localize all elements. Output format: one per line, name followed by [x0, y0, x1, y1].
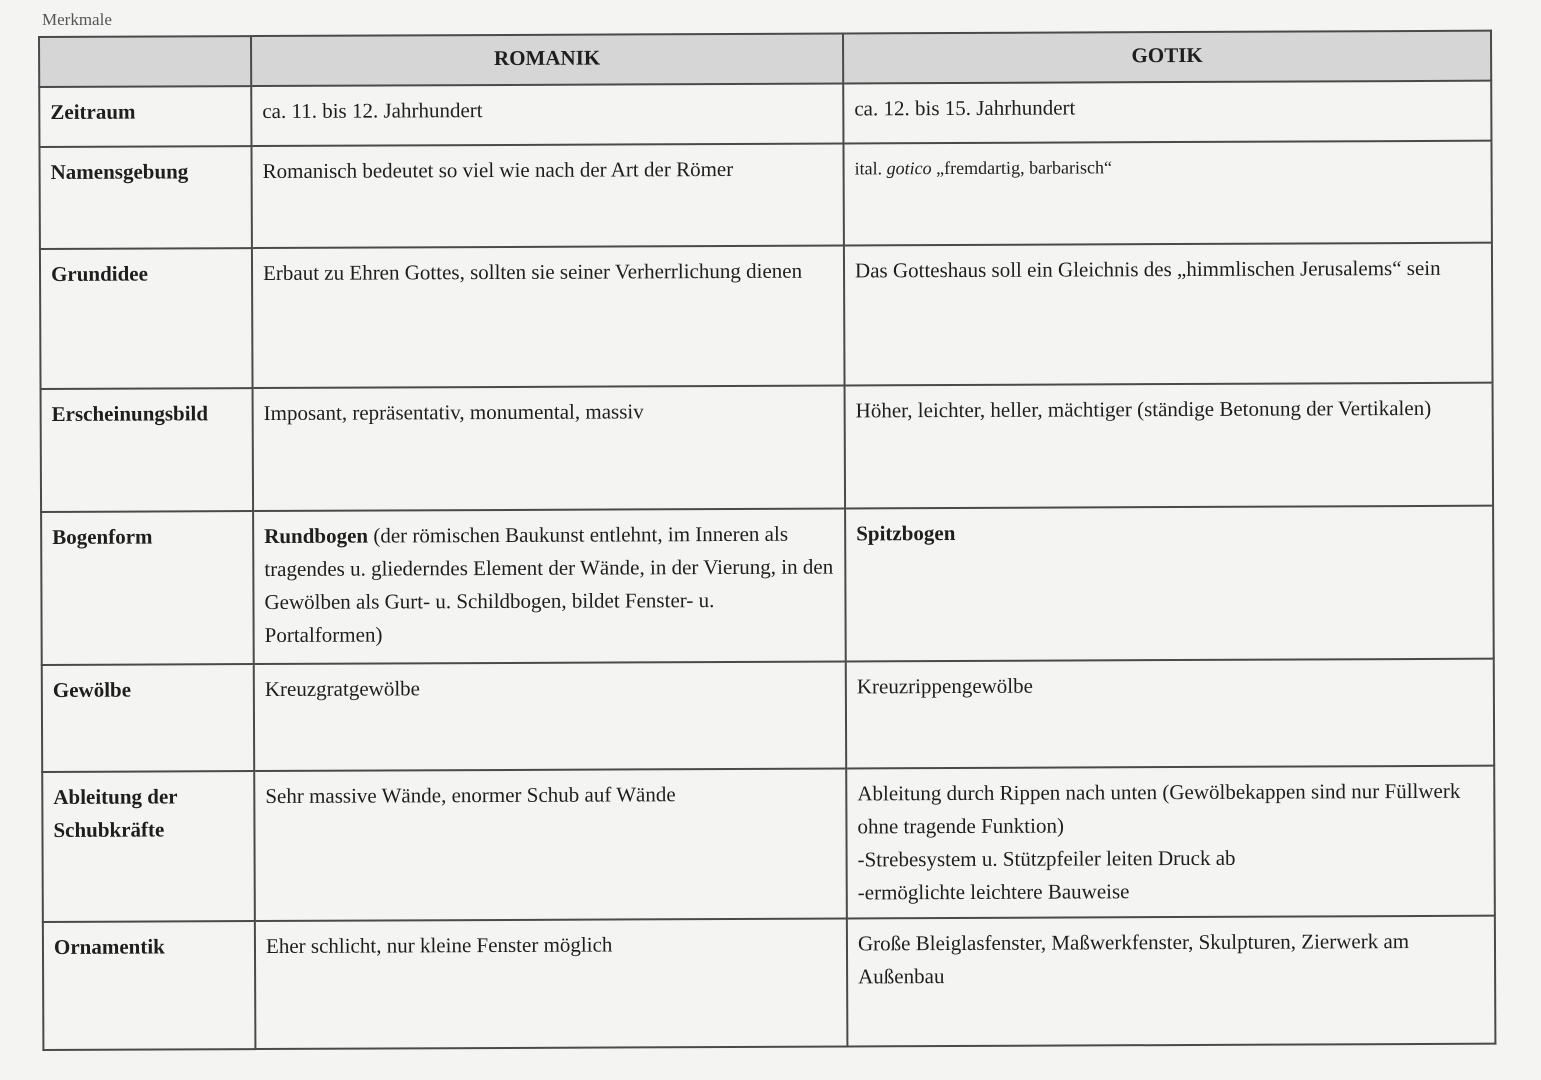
- text-line: -Strebesystem u. Stützpfeiler leiten Druck ab: [857, 845, 1236, 872]
- row-label: Zeitraum: [39, 86, 251, 147]
- gotik-cell: Höher, leichter, heller, mächtiger (ständige Betonung der Vertikalen): [845, 383, 1494, 509]
- row-label: Grundidee: [40, 248, 253, 389]
- gotik-cell: [845, 506, 1494, 662]
- bold-term: Rundbogen: [264, 523, 369, 549]
- table-row: [41, 506, 1494, 665]
- table-row: [40, 243, 1493, 389]
- table-row: [42, 659, 1494, 772]
- text: „fremdartig, barbarisch“: [931, 157, 1113, 179]
- table-row: [39, 81, 1491, 147]
- caption: Merkmale: [42, 10, 112, 29]
- romanik-cell: Erbaut zu Ehren Gottes, sollten sie seiner Verherrlichung dienen: [252, 245, 845, 388]
- table-row: [42, 766, 1495, 922]
- header-empty: [39, 36, 251, 87]
- gotik-cell: [846, 766, 1495, 919]
- text-line: Ableitung durch Rippen nach unten (Gewölbekappen sind nur Füllwerk ohne tragende Funktion): [857, 778, 1461, 839]
- bold-term: Spitzbogen: [856, 521, 956, 546]
- gotik-cell: [843, 141, 1491, 246]
- row-label: Ornamentik: [43, 921, 256, 1050]
- text: (der römischen Baukunst entlehnt, im Inneren als tragendes u. gliederndes Element der Wände, in der Vierung, in den Gewölben als Gurt- u. Schildbogen, bildet Fenster- u. Portalformen): [264, 521, 834, 648]
- gotik-cell: ca. 12. bis 15. Jahrhundert: [843, 81, 1491, 144]
- header-romanik: ROMANIK: [251, 33, 843, 86]
- header-row: [39, 31, 1491, 87]
- gotik-cell: Das Gotteshaus soll ein Gleichnis des „himmlischen Jerusalems“ sein: [844, 243, 1493, 386]
- header-gotik: GOTIK: [843, 31, 1491, 84]
- row-label: Namensgebung: [39, 146, 251, 249]
- italic-term: gotico: [886, 158, 932, 179]
- text: ital.: [854, 158, 887, 179]
- table-row: [43, 916, 1496, 1050]
- table-row: [41, 383, 1494, 512]
- romanik-cell: ca. 11. bis 12. Jahrhundert: [251, 83, 843, 146]
- romanik-cell: Eher schlicht, nur kleine Fenster möglich: [255, 918, 848, 1049]
- row-label: Gewölbe: [42, 664, 254, 772]
- row-label: Erscheinungsbild: [41, 388, 254, 512]
- table-row: [39, 141, 1491, 249]
- romanik-cell: Kreuzgratgewölbe: [254, 661, 846, 771]
- gotik-cell: Kreuzrippengewölbe: [846, 659, 1494, 769]
- romanik-cell: Imposant, repräsentativ, monumental, massiv: [253, 385, 846, 511]
- gotik-cell: Große Bleiglasfenster, Maßwerkfenster, Skulpturen, Zierwerk am Außenbau: [847, 916, 1496, 1047]
- romanik-cell: Sehr massive Wände, enormer Schub auf Wände: [254, 768, 847, 921]
- row-label: Ableitung der Schubkräfte: [42, 771, 255, 922]
- comparison-table: [38, 30, 1496, 1051]
- text-line: -ermöglichte leichtere Bauweise: [857, 879, 1130, 905]
- romanik-cell: [253, 508, 846, 664]
- row-label: Bogenform: [41, 511, 254, 665]
- romanik-cell: Romanisch bedeutet so viel wie nach der Art der Römer: [251, 143, 843, 248]
